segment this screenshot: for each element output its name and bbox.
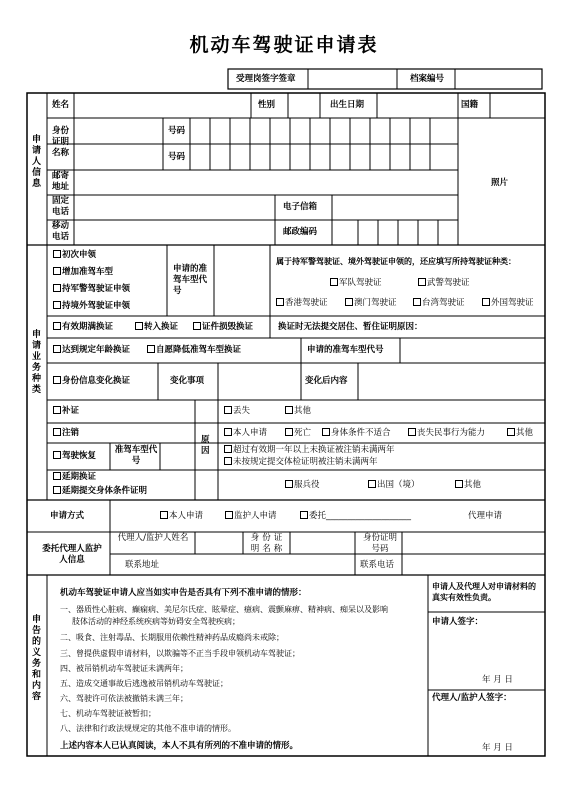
photo-label: 照片 — [491, 178, 509, 188]
extend-other[interactable]: 其他 — [455, 480, 481, 491]
gender-label: 性别 — [258, 100, 276, 110]
applicant-sign-label: 申请人签字： — [432, 617, 484, 627]
after-change-label: 变化后内容 — [305, 376, 348, 386]
cancel-option[interactable]: 注销 — [53, 428, 79, 439]
agent-date: 年 月 日 — [482, 743, 513, 753]
declaration-item-7: 七、机动车驾驶证被暂扣； — [60, 709, 156, 718]
birth-label: 出生日期 — [330, 100, 365, 110]
checkbox[interactable] — [53, 322, 61, 330]
checkbox[interactable] — [418, 278, 426, 286]
declaration-intro: 机动车驾驶证申请人应当如实申告是否具有下列不准申请的情形： — [60, 588, 307, 598]
checkbox[interactable] — [53, 486, 61, 494]
name-label: 姓名 — [52, 100, 70, 110]
checkbox[interactable] — [507, 428, 515, 436]
extend-abroad[interactable]: 出国（境） — [368, 480, 420, 491]
military-note: 属于持军警驾驶证、境外驾驶证申领的，还应填写所持驾驶证种类： — [276, 257, 516, 266]
extend-option[interactable]: 延期换证 — [53, 472, 96, 483]
checkbox[interactable] — [413, 298, 421, 306]
method-guardian[interactable]: 监护人申请 — [225, 511, 277, 522]
checkbox[interactable] — [225, 511, 233, 519]
section-business-type: 申请业务种类 — [31, 330, 41, 395]
change-item-label: 变化事项 — [170, 376, 205, 386]
add-class-option[interactable]: 增加准驾车型 — [53, 267, 113, 278]
checkbox[interactable] — [53, 472, 61, 480]
first-apply-option[interactable]: 初次申领 — [53, 250, 96, 261]
target-class-label-2: 申请的准驾车型代号 — [307, 345, 384, 355]
checkbox[interactable] — [285, 428, 293, 436]
extend-military[interactable]: 服兵役 — [285, 480, 320, 491]
cancel-self[interactable]: 本人申请 — [224, 428, 267, 439]
restore-no-exam[interactable]: 未按规定提交体检证明被注销未满两年 — [224, 457, 378, 468]
lic-hongkong[interactable]: 香港驾驶证 — [276, 298, 328, 309]
checkbox[interactable] — [53, 376, 61, 384]
renew-option[interactable]: 有效期满换证 — [53, 322, 113, 333]
checkbox[interactable] — [345, 298, 353, 306]
declaration-item-6: 六、驾驶许可依法被撤销未满三年； — [60, 694, 188, 703]
checkbox[interactable] — [285, 406, 293, 414]
id-name-label: 身份证明名称 — [52, 126, 70, 158]
damaged-option[interactable]: 证件损毁换证 — [193, 322, 253, 333]
applicant-date: 年 月 日 — [482, 675, 513, 685]
renew-note: 换证时无法提交居住、暂住证明原因： — [278, 322, 423, 332]
checkbox[interactable] — [224, 406, 232, 414]
checkbox[interactable] — [147, 345, 155, 353]
agent-phone-label: 联系电话 — [360, 560, 395, 570]
restore-expired[interactable]: 超过有效期一年以上未换证被注销未满两年 — [224, 445, 395, 456]
checkbox[interactable] — [224, 428, 232, 436]
agent-sign-label: 代理人/监护人签字： — [432, 693, 512, 703]
target-class-label: 申请的准驾车型代号 — [173, 264, 208, 296]
agent-name-label: 代理人/监护人姓名 — [117, 533, 189, 543]
section-obligation: 申告的义务和内容 — [31, 615, 41, 702]
reissue-other[interactable]: 其他 — [285, 406, 311, 417]
phone-label: 固定电话 — [52, 196, 70, 217]
checkbox[interactable] — [135, 322, 143, 330]
class-code-label: 准驾车型代号 — [114, 445, 158, 466]
checkbox[interactable] — [408, 428, 416, 436]
checkbox[interactable] — [224, 457, 232, 465]
mobile-label: 移动电话 — [52, 221, 70, 242]
downgrade-option[interactable]: 自愿降低准驾车型换证 — [147, 345, 241, 356]
id-change-option[interactable]: 身份信息变化换证 — [53, 376, 130, 387]
reissue-lost[interactable]: 丢失 — [224, 406, 250, 417]
method-agent[interactable]: 委托____________________ — [300, 511, 411, 522]
transfer-option[interactable]: 转入换证 — [135, 322, 178, 333]
lic-macau[interactable]: 澳门驾驶证 — [345, 298, 397, 309]
declaration-item-2: 二、吸食、注射毒品、长期服用依赖性精神药品成瘾尚未戒除； — [60, 633, 284, 642]
cancel-other[interactable]: 其他 — [507, 428, 533, 439]
declaration-item-5: 五、造成交通事故后逃逸被吊销机动车驾驶证； — [60, 679, 228, 688]
agent-section-label: 委托代理人监护人信息 — [42, 544, 102, 565]
section-applicant-info: 申请人信息 — [31, 135, 41, 189]
cancel-incapacity[interactable]: 丧失民事行为能力 — [408, 428, 485, 439]
agent-suffix: 代理申请 — [468, 511, 503, 521]
age-renew-option[interactable]: 达到规定年龄换证 — [53, 345, 130, 356]
checkbox[interactable] — [482, 298, 490, 306]
checkbox[interactable] — [53, 301, 61, 309]
receiver-sign-label: 受理岗签字签章 — [236, 74, 296, 84]
declaration-item-1b: 肢体活动的神经系统疾病等妨碍安全驾驶疾病； — [72, 617, 240, 626]
reissue-option[interactable]: 补证 — [53, 406, 79, 417]
lic-armed-police[interactable]: 武警驾驶证 — [418, 278, 470, 289]
checkbox[interactable] — [455, 480, 463, 488]
method-label: 申请方式 — [50, 511, 85, 521]
declaration-item-4: 四、被吊销机动车驾驶证未满两年； — [60, 664, 188, 673]
responsibility-note: 申请人及代理人对申请材料的真实有效性负责。 — [432, 582, 536, 602]
checkbox[interactable] — [368, 480, 376, 488]
lic-army[interactable]: 军队驾驶证 — [330, 278, 382, 289]
email-label: 电子信箱 — [283, 202, 318, 212]
id-no-label: 号码 — [168, 126, 186, 136]
checkbox[interactable] — [224, 445, 232, 453]
declaration-item-3: 三、曾提供虚假申请材料，以欺骗等不正当手段申领机动车驾驶证； — [60, 649, 300, 658]
checkbox[interactable] — [53, 284, 61, 292]
declaration-item-8: 八、法律和行政法规规定的其他不准申请的情形。 — [60, 724, 236, 733]
restore-option[interactable]: 驾驶恢复 — [53, 451, 96, 462]
checkbox[interactable] — [53, 406, 61, 414]
checkbox[interactable] — [322, 428, 330, 436]
checkbox[interactable] — [330, 278, 338, 286]
cancel-body[interactable]: 身体条件不适合 — [322, 428, 391, 439]
checkbox[interactable] — [53, 345, 61, 353]
checkbox[interactable] — [300, 511, 308, 519]
id-no-label-2: 号码 — [168, 152, 186, 162]
form-title: 机动车驾驶证申请表 — [189, 34, 379, 56]
agent-address-label: 联系地址 — [125, 560, 160, 570]
checkbox[interactable] — [53, 451, 61, 459]
military-option[interactable]: 持军警驾驶证申领 — [53, 284, 130, 295]
lic-taiwan[interactable]: 台湾驾驶证 — [413, 298, 465, 309]
postcode-label: 邮政编码 — [283, 227, 318, 237]
checkbox[interactable] — [53, 250, 61, 258]
checkbox[interactable] — [53, 267, 61, 275]
extend-submit-option[interactable]: 延期提交身体条件证明 — [53, 486, 147, 497]
checkbox[interactable] — [160, 511, 168, 519]
checkbox[interactable] — [193, 322, 201, 330]
method-self[interactable]: 本人申请 — [160, 511, 203, 522]
address-label: 邮寄地址 — [52, 171, 70, 192]
nationality-label: 国籍 — [461, 100, 479, 110]
declaration-confirm: 上述内容本人已认真阅读，本人不具有所列的不准申请的情形。 — [60, 741, 299, 751]
cancel-death[interactable]: 死亡 — [285, 428, 311, 439]
checkbox[interactable] — [276, 298, 284, 306]
checkbox[interactable] — [53, 428, 61, 436]
reason-label: 原因 — [201, 435, 210, 456]
foreign-option[interactable]: 持境外驾驶证申领 — [53, 301, 130, 312]
checkbox[interactable] — [285, 480, 293, 488]
agent-id-no-label: 身份证明号码 — [362, 533, 397, 554]
agent-id-name-label: 身份证明名称 — [250, 533, 286, 554]
file-no-label: 档案编号 — [410, 74, 445, 84]
declaration-item-1: 一、器质性心脏病、癫痫病、美尼尔氏症、眩晕症、癔病、震颤麻痹、精神病、痴呆以及影响 — [60, 605, 388, 614]
lic-foreign[interactable]: 外国驾驶证 — [482, 298, 534, 309]
